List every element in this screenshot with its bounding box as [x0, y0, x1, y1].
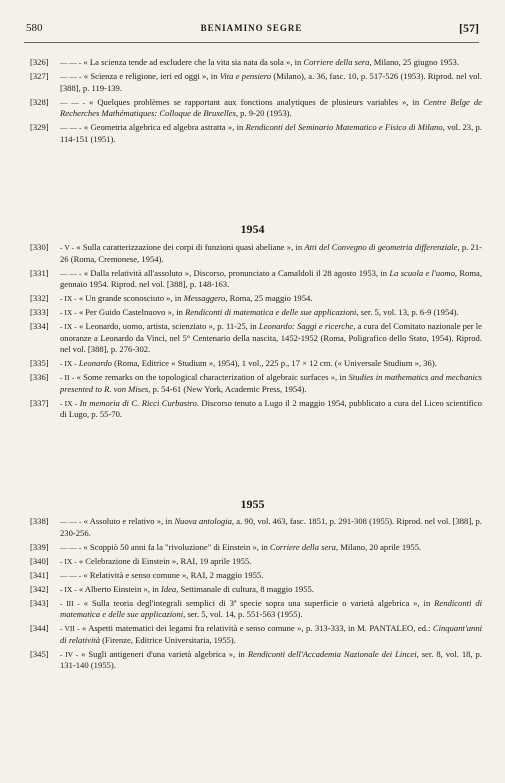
bibliography-entry: [30, 584, 482, 596]
year-heading-1955: 1955: [240, 497, 265, 511]
entry-text: « Geometria algebrica ed algebra astratta », in: [83, 122, 246, 133]
entry-details: , Roma, 25 maggio 1954.: [225, 293, 313, 304]
entry-number: [334]: [30, 321, 49, 332]
entry-publication-title: Rendiconti di matematica e delle sue applicazioni: [60, 597, 483, 620]
bibliography-entry: [30, 321, 482, 356]
entry-publication-title: Nuova antologia: [174, 516, 232, 526]
entry-number: [330]: [30, 242, 49, 252]
entry-class-mark: — — -: [60, 97, 85, 107]
entry-number: [341]: [30, 569, 49, 580]
entry-number: [337]: [30, 397, 49, 408]
entry-text: « Quelques problèmes se rapportant aux fonctions analytiques de plusieurs variables », in: [89, 96, 424, 107]
entry-details: , Milano, 20 aprile 1955.: [335, 541, 422, 552]
entry-number: [340]: [30, 555, 49, 566]
entry-number: [345]: [30, 648, 49, 659]
entry-text: « Scienza e religione, ieri ed oggi », in: [83, 70, 220, 81]
entry-class-mark: - II -: [60, 373, 75, 383]
entry-publication-title: Studies in mathematics and mechanics presented to R. von Mises: [60, 372, 482, 394]
entry-number: [344]: [30, 623, 49, 634]
entry-number: [329]: [30, 122, 49, 133]
bibliography-entry: [30, 556, 482, 568]
entry-number: [332]: [30, 293, 49, 304]
entry-details: , ser. 8, vol. 18, p. 131-140 (1955).: [60, 648, 482, 671]
entry-number: [339]: [30, 541, 49, 552]
entry-number: [343]: [30, 597, 49, 608]
entry-publication-title: Rendiconti di matematica e delle sue applicazioni: [185, 307, 357, 318]
entry-details: , p. 54-61 (New York, Academic Press, 1954).: [148, 383, 307, 394]
year-heading-1954: 1954: [240, 222, 265, 236]
entry-details: , Settimanale di cultura, 8 maggio 1955.: [176, 583, 314, 594]
bibliography-entry: [30, 268, 482, 291]
entry-publication-title: Atti del Convegno di geometria differenziale: [304, 242, 458, 252]
entry-number: [331]: [30, 267, 49, 278]
entry-class-mark: - VII -: [60, 624, 80, 634]
entry-publication-title: La scuola e l'uomo: [389, 267, 455, 278]
entry-publication-title: Messaggero: [183, 293, 226, 304]
bibliography-entry: [30, 293, 482, 305]
entry-publication-title: Rendiconti del Seminario Matematico e Fisico di Milano: [245, 122, 443, 133]
entry-text: « La scienza tende ad escludere che la vita sia nata da sola », in: [83, 57, 304, 67]
entry-details: , ser. 5, vol. 13, p. 6-9 (1954).: [356, 307, 459, 318]
entry-publication-title: Idea: [160, 583, 177, 594]
entry-publication-title: Rendiconti dell'Accademia Nazionale dei Lincei: [247, 648, 417, 659]
section-tag: [57]: [459, 21, 479, 35]
entry-details: , Milano, 25 giugno 1953.: [369, 57, 459, 67]
entry-class-mark: - IV -: [60, 649, 79, 659]
bibliography-entry: [30, 398, 482, 421]
entry-text: « Dalla relatività all'assoluto », Discorso, pronunciato a Camaldoli il 28 agosto 1953, in: [83, 267, 390, 278]
entry-details: (Milano), a. 36, fasc. 10, p. 517-526 (1953). Riprod. nel vol. [388], p. 119-139.: [60, 70, 482, 93]
bibliography-entry: [30, 372, 482, 395]
entry-publication-title: Vita e pensiero: [219, 70, 272, 81]
entry-number: [336]: [30, 372, 49, 383]
entry-text: « Un grande sconosciuto », in: [78, 293, 184, 304]
entry-details: , p. 9-20 (1953).: [235, 108, 292, 119]
entry-class-mark: - V -: [60, 243, 75, 252]
entry-text: « Assoluto e relativo », in: [83, 516, 175, 526]
bibliography-entry: [30, 122, 482, 145]
entry-number: [335]: [30, 358, 49, 369]
bibliography-entry: [30, 649, 482, 672]
entry-number: [333]: [30, 307, 49, 318]
entry-class-mark: — — -: [60, 123, 82, 133]
bibliography-entry: [30, 242, 482, 265]
entry-publication-title: Leonardo: Saggi e ricerche: [258, 321, 354, 332]
bibliography-entry: [30, 542, 482, 554]
entry-text: « Relatività e senso comune », RAI, 2 maggio 1955.: [83, 569, 264, 580]
entry-publication-title: Corriere della sera: [303, 57, 370, 67]
entry-details: (Roma, Editrice « Studium », 1954), 1 vol., 225 p., 17 × 12 cm. (« Universale Studium », 36).: [111, 358, 437, 369]
entry-text: « Sugli antigeneri d'una varietà algebrica », in: [81, 648, 248, 659]
entry-details: , a cura del Comitato nazionale per le onoranze a Leonardo da Vinci, nel 5° Centenario della nascita, 1452-1952 (Roma, Poligrafico dello Stato, 1954). Riprod. nel vol. [388], p. 276-302.: [60, 321, 482, 355]
bibliography-entry: [30, 598, 482, 621]
entry-class-mark: - IX -: [60, 398, 78, 408]
page-number: 580: [26, 22, 43, 34]
entry-text: « Aspetti matematici dei legami fra relatività e senso comune », p. 313-333, in M. PANTALEO, ed.:: [82, 623, 433, 634]
page-header: [24, 22, 479, 43]
entry-class-mark: - IX -: [60, 308, 77, 318]
bibliography-entry: [30, 570, 482, 582]
entry-publication-title: Leonardo: [78, 358, 112, 369]
entry-number: [342]: [30, 583, 49, 594]
entry-class-mark: — — -: [60, 58, 82, 67]
entry-class-mark: — — -: [60, 570, 82, 580]
entries-1955: [30, 516, 482, 674]
entry-text: « Sulla teoria degl'integrali semplici di 3ª specie sopra una superficie o varietà algebrica », in: [83, 597, 435, 608]
entry-details: , vol. 23, p. 114-151 (1951).: [60, 122, 482, 144]
entry-publication-title: In memoria di C. Ricci Curbastro: [79, 397, 197, 408]
entry-class-mark: - IX -: [60, 359, 77, 369]
bibliography-entry: [30, 358, 482, 370]
entry-publication-title: Cinquant'anni di relatività: [60, 623, 482, 645]
entry-details: (Firenze, Editrice Universitaria, 1955).: [100, 634, 236, 645]
entry-details: , ser. 5, vol. 14, p. 551-563 (1955).: [183, 609, 303, 620]
entry-class-mark: — — -: [60, 268, 82, 278]
entry-number: [338]: [30, 516, 49, 526]
entry-class-mark: - III -: [60, 598, 80, 608]
running-head-author: BENIAMINO SEGRE: [200, 23, 303, 33]
entry-text: « Per Guido Castelnuovo », in: [78, 307, 186, 318]
entry-class-mark: — — -: [60, 542, 82, 552]
entry-details: , a. 90, vol. 463, fasc. 1851, p. 291-308 (1955). Riprod. nel vol. [388], p. 230-256.: [60, 516, 483, 538]
entry-publication-title: Centre Belge de Recherches Mathématiques: Colloque de Bruxelles: [60, 96, 482, 119]
entry-text: « Celebrazione di Einstein », RAI, 19 aprile 1955.: [78, 555, 252, 566]
bibliography-entry: [30, 623, 482, 646]
entry-text: « Some remarks on the topological characterization of algebraic surfaces », in: [76, 372, 349, 383]
entries-1954: [30, 242, 482, 423]
entries-1953: [30, 57, 482, 148]
entry-text: « Leonardo, uomo, artista, scienziato », p. 11-25, in: [79, 321, 259, 332]
bibliography-entry: [30, 71, 482, 94]
bibliography-entry: [30, 516, 482, 539]
entry-publication-title: Corriere della sera: [269, 541, 336, 552]
entry-details: , p. 21-26 (Roma, Cremonese, 1954).: [60, 242, 482, 264]
bibliography-entry: [30, 307, 482, 319]
entry-number: [328]: [30, 96, 49, 107]
entry-class-mark: — — -: [60, 71, 82, 81]
entry-details: . Discorso tenuto a Lugo il 2 maggio 1954, pubblicato a cura del Liceo scientifico di Lugo, p. 55-70.: [60, 397, 482, 420]
entry-number: [327]: [30, 70, 49, 81]
entry-text: « Sulla caratterizzazione dei corpi di funzioni quasi abeliane », in: [76, 242, 305, 252]
bibliography-entry: [30, 97, 482, 120]
entry-class-mark: - IX -: [60, 556, 77, 566]
entry-details: , Roma, gennaio 1954. Riprod. nel vol. [388], p. 148-163.: [60, 267, 482, 290]
bibliography-entry: [30, 57, 482, 69]
entry-text: « Alberto Einstein », in: [78, 583, 161, 594]
entry-class-mark: - IX -: [60, 294, 77, 304]
entry-class-mark: — — -: [60, 517, 82, 526]
entry-class-mark: - IX -: [60, 584, 77, 594]
entry-number: [326]: [30, 57, 49, 67]
entry-text: « Scoppiò 50 anni fa la "rivoluzione" di Einstein », in: [83, 541, 270, 552]
entry-class-mark: - IX -: [60, 322, 77, 332]
